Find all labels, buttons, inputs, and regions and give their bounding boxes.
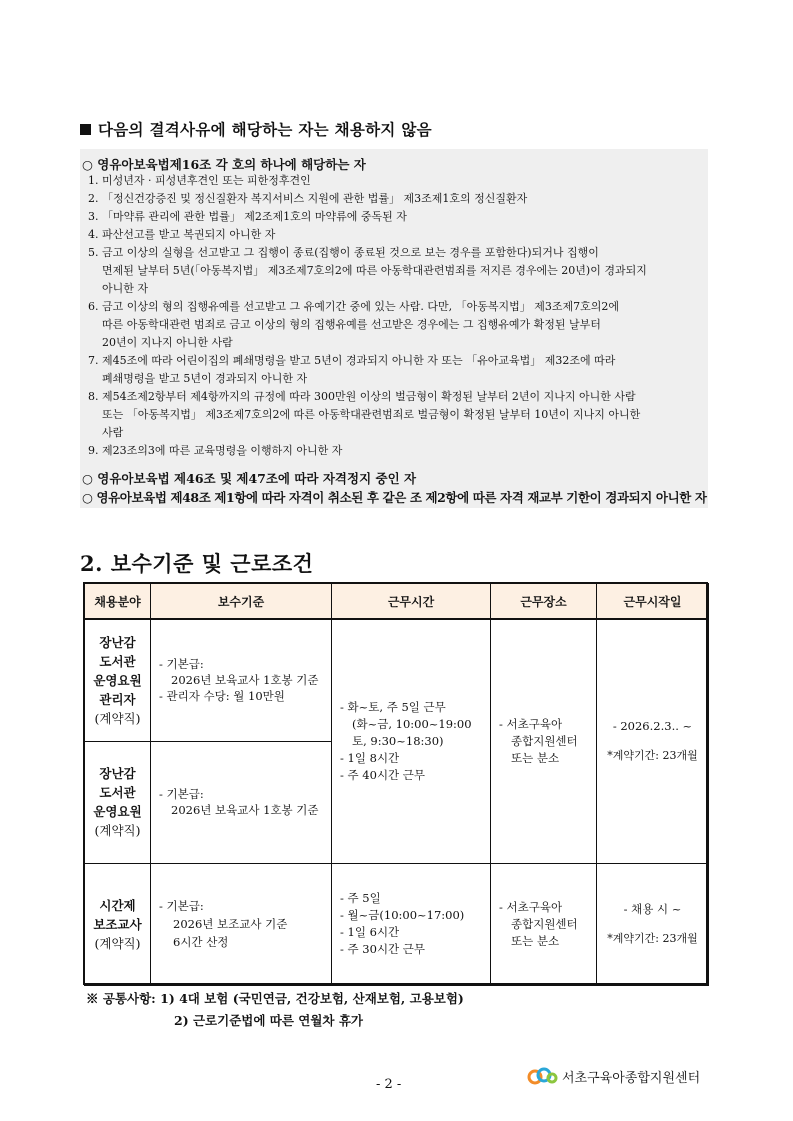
category-cell: 장난감 도서관 운영요원 관리자 (계약직) (85, 619, 151, 741)
list-item: 6. 금고 이상의 형의 집행유예를 선고받고 그 유예기간 중에 있는 사람. 다만, 「아동복지법」 제3조제7호의2에 따른 아동학대관련 범죄로 금고 이상의 형의 집행유예를 선고받은 경우에는 그 집행유예가 확정된 날부터 20년이 지나지 아니한 사람 (88, 300, 619, 349)
list-item: 9. 제23조의3에 따른 교육명령을 이행하지 아니한 자 (88, 444, 343, 457)
pay-cell: - 기본급: 2026년 보육교사 1호봉 기준 - 관리자 수당: 월 10만원 (151, 619, 332, 741)
place-cell: - 서초구육아 종합지원센터 또는 분소 (491, 619, 597, 863)
place-cell: - 서초구육아 종합지원센터 또는 분소 (491, 863, 597, 985)
group3-heading: ○ 영유아보육법 제48조 제1항에 따라 자격이 취소된 후 같은 조 제2항에 따른 자격 재교부 기한이 경과되지 아니한 자 (82, 490, 707, 505)
list-item: 2. 「정신건강증진 및 정신질환자 복지서비스 지원에 관한 법률」 제3조제1호의 정신질환자 (88, 192, 528, 205)
list-item: 1. 미성년자 · 피성년후견인 또는 피한정후견인 (88, 174, 311, 187)
pay-conditions-table (84, 583, 709, 986)
page-number: - 2 - (376, 1077, 402, 1092)
common-terms-line2: 2) 근로기준법에 따른 연월차 휴가 (174, 1013, 363, 1028)
start-cell: - 2026.2.3.. ~ *계약기간: 23개월 (597, 619, 709, 863)
org-logo (527, 1066, 700, 1086)
category-cell: 장난감 도서관 운영요원 (계약직) (85, 741, 151, 863)
list-item: 7. 제45조에 따라 어린이집의 폐쇄명령을 받고 5년이 경과되지 아니한 자 또는 「유아교육법」 제32조에 따라 폐쇄명령을 받고 5년이 경과되지 아니한 자 (88, 354, 616, 385)
pay-cell: - 기본급: 2026년 보육교사 1호봉 기준 (151, 741, 332, 863)
header-start: 근무시작일 (597, 584, 709, 620)
start-cell: - 채용 시 ~ *계약기간: 23개월 (597, 863, 709, 985)
common-terms (86, 988, 464, 1032)
list-item: 5. 금고 이상의 실형을 선고받고 그 집행이 종료(집행이 종료된 것으로 보는 경우를 포함한다)되거나 집행이 면제된 날부터 5년(「아동복지법」 제3조제7호의2에 따른 아동학대관련범죄를 저지른 경우에는 20년)이 경과되지 아니한 자 (88, 246, 647, 295)
section2-title: 2. 보수기준 및 근로조건 (80, 551, 314, 576)
table-row (85, 619, 709, 741)
org-name: 서초구육아종합지원센터 (562, 1070, 701, 1086)
square-bullet-icon (80, 124, 91, 135)
hours-cell: - 화~토, 주 5일 근무 (화~금, 10:00~19:00 토, 9:30~18:30) - 1일 8시간 - 주 40시간 근무 (332, 619, 491, 863)
section1-title: 다음의 결격사유에 해당하는 자는 채용하지 않음 (80, 118, 432, 140)
table-row (85, 863, 709, 985)
hours-cell: - 주 5일 - 월~금(10:00~17:00) - 1일 6시간 - 주 30시간 근무 (332, 863, 491, 985)
header-hours: 근무시간 (332, 584, 491, 620)
header-place: 근무장소 (491, 584, 597, 620)
header-category: 채용분야 (85, 584, 151, 620)
pay-cell: - 기본급: 2026년 보조교사 기준 6시간 산정 (151, 863, 332, 985)
list-item: 8. 제54조제2항부터 제4항까지의 규정에 따라 300만원 이상의 벌금형이 확정된 날부터 2년이 지나지 아니한 사람 또는 「아동복지법」 제3조제7호의2에 따른 아동학대관련범죄로 벌금형이 확정된 날부터 10년이 지나지 아니한 사람 (88, 390, 641, 439)
seocho-logo-icon (527, 1066, 559, 1086)
common-terms-line1: ※ 공통사항: 1) 4대 보험 (국민연금, 건강보험, 산재보험, 고용보험) (86, 991, 464, 1006)
category-cell: 시간제 보조교사 (계약직) (85, 863, 151, 985)
table-header-row (85, 584, 709, 620)
header-pay: 보수기준 (151, 584, 332, 620)
group1-heading: ○ 영유아보육법제16조 각 호의 하나에 해당하는 자 (82, 157, 366, 172)
list-item: 3. 「마약류 관리에 관한 법률」 제2조제1호의 마약류에 중독된 자 (88, 210, 407, 223)
list-item: 4. 파산선고를 받고 복권되지 아니한 자 (88, 228, 276, 241)
group2-heading: ○ 영유아보육법 제46조 및 제47조에 따라 자격정지 중인 자 (82, 471, 417, 486)
